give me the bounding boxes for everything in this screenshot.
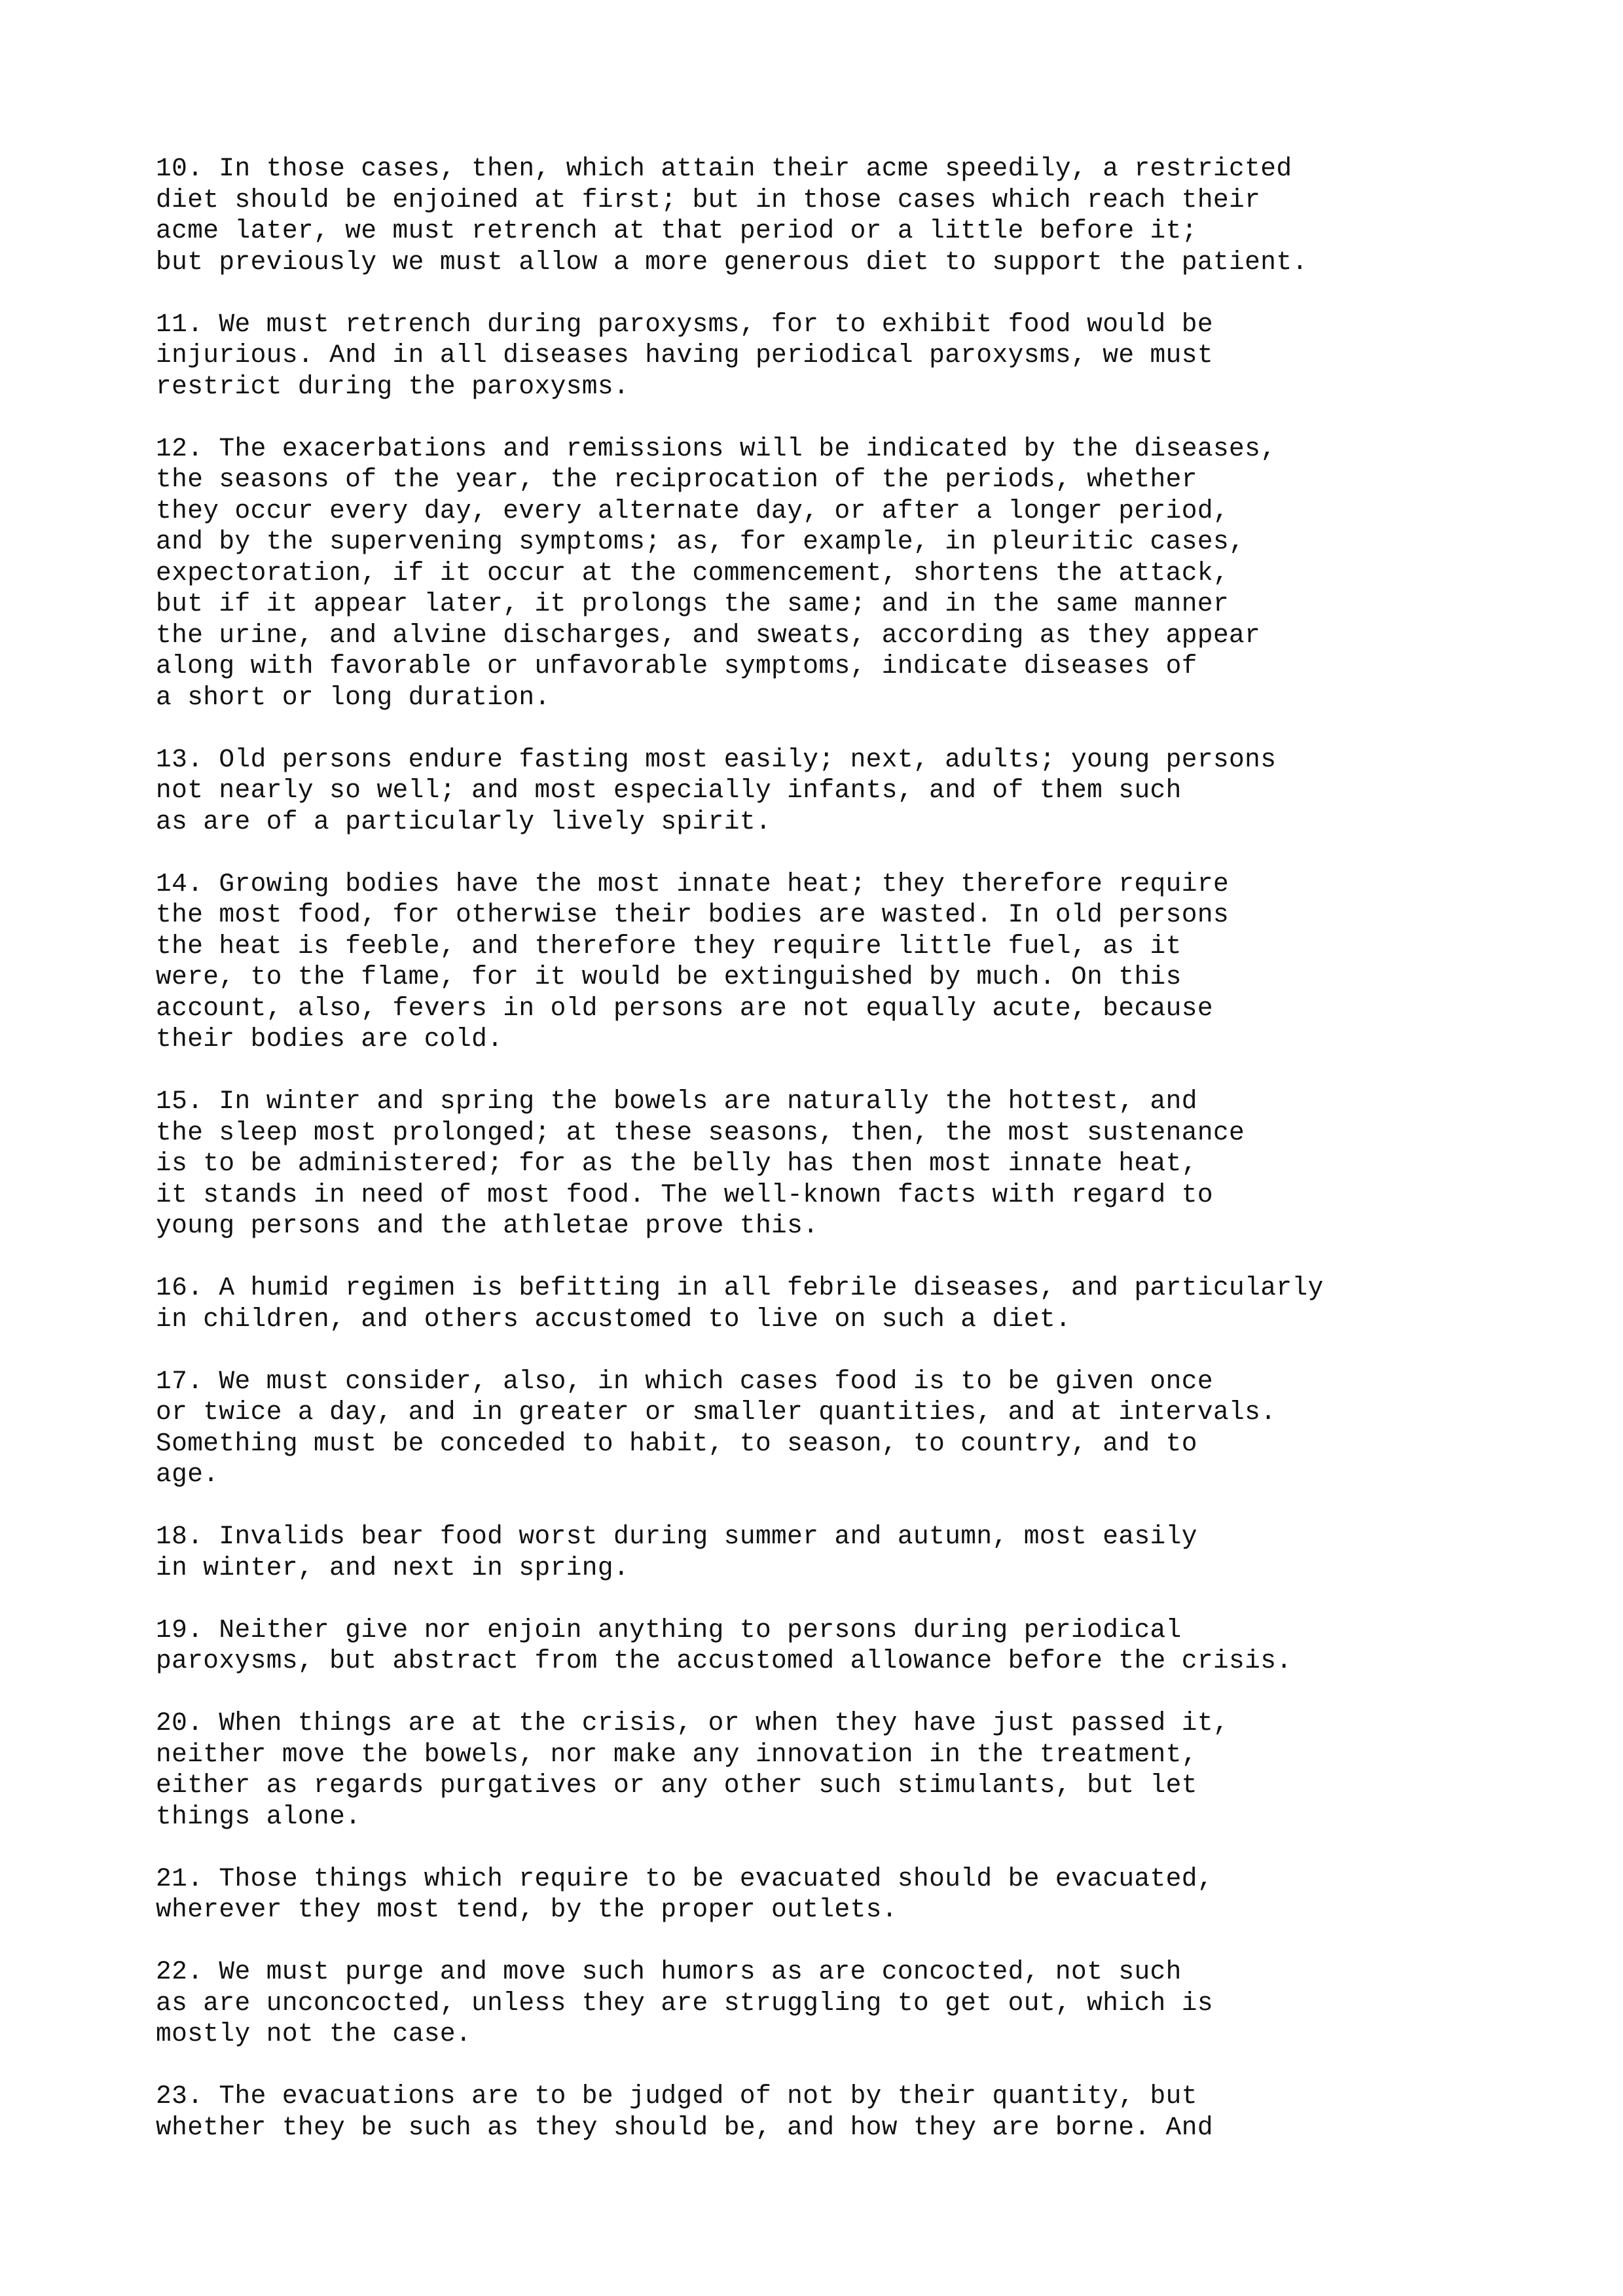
aphorism-22 bbox=[156, 1956, 1531, 2050]
aphorism-17 bbox=[156, 1366, 1531, 1490]
aphorism-21 bbox=[156, 1863, 1531, 1926]
text-line: in winter, and next in spring. bbox=[156, 1552, 630, 1583]
aphorism-14 bbox=[156, 869, 1531, 1055]
text-line: 12. The exacerbations and remissions will be indicated by the diseases, bbox=[156, 433, 1277, 463]
text-line: or twice a day, and in greater or smaller quantities, and at intervals. bbox=[156, 1397, 1277, 1427]
text-line: injurious. And in all diseases having periodical paroxysms, we must bbox=[156, 340, 1213, 370]
text-line: not nearly so well; and most especially infants, and of them such bbox=[156, 776, 1182, 805]
text-line: acme later, we must retrench at that period or a little before it; bbox=[156, 216, 1197, 245]
aphorism-18 bbox=[156, 1521, 1531, 1583]
text-line: as are of a particularly lively spirit. bbox=[156, 806, 772, 836]
text-line: the seasons of the year, the reciprocation of the periods, whether bbox=[156, 465, 1197, 494]
text-line: whether they be such as they should be, and how they are borne. And bbox=[156, 2112, 1213, 2142]
text-line: either as regards purgatives or any other such stimulants, but let bbox=[156, 1770, 1197, 1800]
text-line: their bodies are cold. bbox=[156, 1024, 503, 1054]
aphorism-19 bbox=[156, 1615, 1531, 1677]
text-line: 11. We must retrench during paroxysms, for to exhibit food would be bbox=[156, 309, 1213, 339]
text-line: is to be administered; for as the belly has then most innate heat, bbox=[156, 1149, 1197, 1178]
text-line: 21. Those things which require to be evacuated should be evacuated, bbox=[156, 1863, 1213, 1893]
aphorism-13 bbox=[156, 744, 1531, 838]
text-line: wherever they most tend, by the proper outlets. bbox=[156, 1895, 898, 1924]
aphorism-11 bbox=[156, 309, 1531, 403]
text-line: along with favorable or unfavorable symptoms, indicate diseases of bbox=[156, 651, 1197, 681]
text-line: 20. When things are at the crisis, or when they have just passed it, bbox=[156, 1708, 1230, 1738]
text-line: expectoration, if it occur at the commencement, shortens the attack, bbox=[156, 558, 1230, 588]
text-line: 10. In those cases, then, which attain their acme speedily, a restricted bbox=[156, 154, 1292, 183]
text-line: were, to the flame, for it would be extinguished by much. On this bbox=[156, 962, 1182, 992]
text-line: diet should be enjoined at first; but in those cases which reach their bbox=[156, 185, 1261, 215]
text-line: the sleep most prolonged; at these seasons, then, the most sustenance bbox=[156, 1117, 1245, 1147]
aphorism-16 bbox=[156, 1272, 1531, 1335]
text-line: and by the supervening symptoms; as, for example, in pleuritic cases, bbox=[156, 527, 1245, 556]
text-line: the most food, for otherwise their bodies are wasted. In old persons bbox=[156, 900, 1230, 929]
text-line: paroxysms, but abstract from the accustomed allowance before the crisis. bbox=[156, 1646, 1292, 1676]
text-line: neither move the bowels, nor make any innovation in the treatment, bbox=[156, 1739, 1197, 1769]
text-line: 14. Growing bodies have the most innate heat; they therefore require bbox=[156, 869, 1230, 899]
text-line: Something must be conceded to habit, to season, to country, and to bbox=[156, 1428, 1197, 1458]
aphorism-12 bbox=[156, 433, 1531, 713]
text-line: but previously we must allow a more generous diet to support the patient. bbox=[156, 247, 1308, 277]
text-line: age. bbox=[156, 1460, 219, 1489]
text-line: it stands in need of most food. The well-known facts with regard to bbox=[156, 1179, 1213, 1210]
text-line: 13. Old persons endure fasting most easily; next, adults; young persons bbox=[156, 744, 1277, 774]
text-line: the urine, and alvine discharges, and sweats, according as they appear bbox=[156, 620, 1261, 650]
text-line: as are unconcocted, unless they are struggling to get out, which is bbox=[156, 1988, 1213, 2018]
text-line: 17. We must consider, also, in which cases food is to be given once bbox=[156, 1366, 1213, 1396]
aphorism-15 bbox=[156, 1086, 1531, 1242]
text-line: 15. In winter and spring the bowels are naturally the hottest, and bbox=[156, 1086, 1197, 1116]
text-line: the heat is feeble, and therefore they require little fuel, as it bbox=[156, 931, 1182, 961]
aphorisms-text-body bbox=[156, 153, 1531, 2174]
text-line: a short or long duration. bbox=[156, 682, 551, 712]
text-line: 22. We must purge and move such humors as are concocted, not such bbox=[156, 1957, 1182, 1986]
aphorism-20 bbox=[156, 1708, 1531, 1832]
text-line: young persons and the athletae prove this. bbox=[156, 1211, 819, 1240]
text-line: things alone. bbox=[156, 1801, 361, 1831]
text-line: account, also, fevers in old persons are not equally acute, because bbox=[156, 993, 1213, 1023]
text-line: 23. The evacuations are to be judged of not by their quantity, but bbox=[156, 2081, 1197, 2111]
text-line: in children, and others accustomed to live on such a diet. bbox=[156, 1304, 1072, 1334]
text-line: 19. Neither give nor enjoin anything to persons during periodical bbox=[156, 1615, 1182, 1645]
text-line: 18. Invalids bear food worst during summer and autumn, most easily bbox=[156, 1522, 1197, 1551]
text-line: 16. A humid regimen is befitting in all febrile diseases, and particularly bbox=[156, 1273, 1324, 1302]
text-line: but if it appear later, it prolongs the same; and in the same manner bbox=[156, 589, 1230, 619]
aphorism-23 bbox=[156, 2081, 1531, 2143]
aphorism-10 bbox=[156, 153, 1531, 278]
text-line: they occur every day, every alternate day, or after a longer period, bbox=[156, 495, 1230, 526]
text-line: restrict during the paroxysms. bbox=[156, 371, 630, 401]
text-line: mostly not the case. bbox=[156, 2019, 472, 2049]
